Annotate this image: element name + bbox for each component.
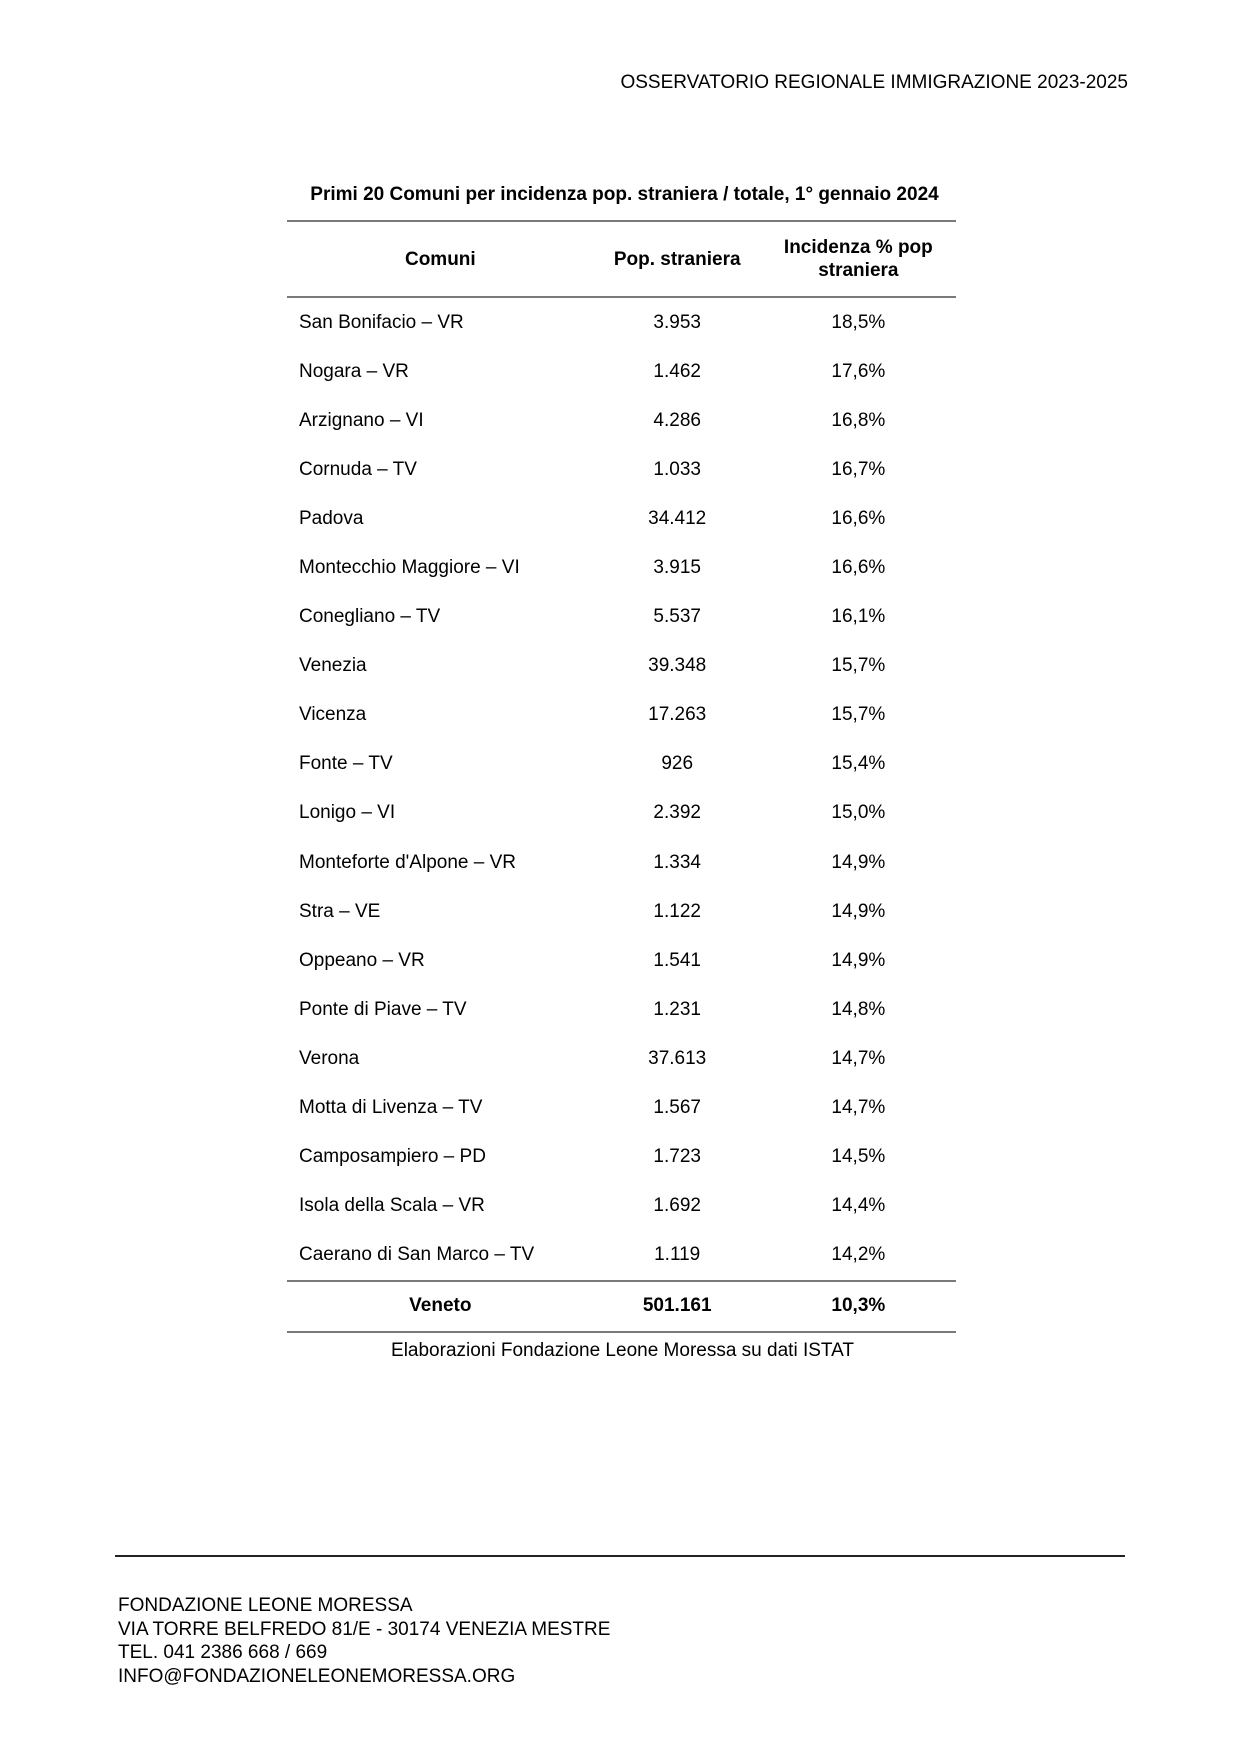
table-row (287, 1034, 956, 1083)
table-title (0, 184, 1241, 206)
footer-org-name: FONDAZIONE LEONE MORESSA (118, 1595, 413, 1616)
table-row (287, 936, 956, 985)
cell-pop: 4.286 (653, 409, 701, 431)
table-title-text: Primi 20 Comuni per incidenza pop. straniera / totale, 1° gennaio 2024 (310, 184, 939, 205)
cell-comune: Camposampiero – PD (299, 1146, 486, 1168)
cell-incidenza: 16,6% (831, 507, 886, 529)
cell-incidenza: 14,7% (831, 1047, 886, 1069)
foreign-population-table (287, 220, 956, 1333)
page-header-title: OSSERVATORIO REGIONALE IMMIGRAZIONE 2023-2025 (620, 72, 1128, 93)
column-header-pop-straniera: Pop. straniera (594, 221, 761, 297)
cell-incidenza: 14,5% (831, 1146, 886, 1168)
footer-contact (118, 1594, 610, 1688)
total-incidenza: 10,3% (761, 1281, 956, 1332)
cell-pop: 3.953 (653, 311, 701, 333)
cell-incidenza: 14,8% (831, 998, 886, 1020)
cell-incidenza: 14,9% (831, 900, 886, 922)
cell-incidenza: 16,6% (831, 557, 886, 579)
cell-comune: Monteforte d'Alpone – VR (299, 851, 516, 873)
cell-incidenza: 15,0% (831, 802, 886, 824)
cell-pop: 1.119 (654, 1244, 701, 1266)
cell-incidenza: 15,7% (831, 704, 886, 726)
cell-comune: Nogara – VR (299, 360, 409, 382)
cell-comune: Ponte di Piave – TV (299, 998, 467, 1020)
cell-pop: 1.567 (653, 1097, 701, 1119)
table-total-row (287, 1281, 956, 1332)
cell-comune: San Bonifacio – VR (299, 311, 464, 333)
cell-comune: Oppeano – VR (299, 949, 425, 971)
cell-pop: 1.462 (653, 360, 701, 382)
table-row (287, 985, 956, 1034)
cell-comune: Isola della Scala – VR (299, 1195, 485, 1217)
cell-comune: Caerano di San Marco – TV (299, 1244, 535, 1266)
cell-incidenza: 14,9% (831, 949, 886, 971)
cell-pop: 1.692 (653, 1195, 701, 1217)
table-row (287, 789, 956, 838)
footer-divider (115, 1555, 1125, 1557)
cell-pop: 37.613 (648, 1047, 707, 1069)
cell-pop: 17.263 (648, 704, 707, 726)
cell-pop: 5.537 (653, 606, 701, 628)
cell-incidenza: 15,7% (831, 655, 886, 677)
cell-comune: Conegliano – TV (299, 606, 441, 628)
table-row (287, 593, 956, 642)
cell-comune: Venezia (299, 655, 367, 677)
table-row (287, 691, 956, 740)
cell-pop: 926 (661, 753, 694, 775)
cell-incidenza: 16,8% (831, 409, 886, 431)
cell-pop: 1.122 (653, 900, 701, 922)
table-row (287, 396, 956, 445)
cell-incidenza: 14,2% (831, 1244, 886, 1266)
column-header-incidenza-line2: straniera (818, 260, 899, 281)
cell-incidenza: 16,1% (831, 606, 886, 628)
footer-email: INFO@FONDAZIONELEONEMORESSA.ORG (118, 1665, 516, 1687)
table-row (287, 1084, 956, 1133)
cell-pop: 39.348 (648, 655, 707, 677)
table-row (287, 297, 956, 347)
cell-pop: 3.915 (653, 557, 701, 579)
cell-comune: Lonigo – VI (299, 802, 396, 824)
cell-incidenza: 14,4% (831, 1195, 886, 1217)
cell-pop: 34.412 (648, 507, 707, 529)
cell-comune: Stra – VE (299, 900, 381, 922)
table-row (287, 887, 956, 936)
footer-phone: TEL. 041 2386 668 / 669 (118, 1642, 328, 1663)
cell-comune: Montecchio Maggiore – VI (299, 557, 520, 579)
table-header-row (287, 221, 956, 297)
cell-incidenza: 16,7% (831, 458, 886, 480)
cell-comune: Motta di Livenza – TV (299, 1097, 483, 1119)
table-row (287, 1133, 956, 1182)
cell-pop: 1.334 (653, 851, 701, 873)
total-label: Veneto (287, 1281, 594, 1332)
cell-comune: Padova (299, 507, 364, 529)
cell-comune: Verona (299, 1047, 360, 1069)
cell-comune: Cornuda – TV (299, 458, 417, 480)
table-row (287, 838, 956, 887)
table-row (287, 543, 956, 592)
cell-pop: 1.033 (653, 458, 701, 480)
table-source-note (0, 1340, 1241, 1362)
cell-comune: Fonte – TV (299, 753, 393, 775)
cell-incidenza: 17,6% (831, 360, 886, 382)
cell-incidenza: 15,4% (831, 753, 886, 775)
column-header-comuni: Comuni (287, 221, 594, 297)
cell-incidenza: 18,5% (831, 311, 886, 333)
table-row (287, 642, 956, 691)
cell-incidenza: 14,7% (831, 1097, 886, 1119)
cell-pop: 2.392 (653, 802, 701, 824)
table-row (287, 347, 956, 396)
footer-address: VIA TORRE BELFREDO 81/E - 30174 VENEZIA MESTRE (118, 1618, 611, 1640)
cell-incidenza: 14,9% (831, 851, 886, 873)
table-row (287, 1182, 956, 1231)
table-row (287, 445, 956, 494)
table-row (287, 494, 956, 543)
cell-comune: Vicenza (299, 704, 367, 726)
table-source-text: Elaborazioni Fondazione Leone Moressa su dati ISTAT (391, 1340, 854, 1361)
cell-pop: 1.231 (653, 998, 701, 1020)
total-pop: 501.161 (594, 1281, 761, 1332)
table-row (287, 1231, 956, 1281)
cell-comune: Arzignano – VI (299, 409, 424, 431)
column-header-incidenza-line1: Incidenza % pop (783, 237, 933, 258)
cell-pop: 1.723 (653, 1146, 701, 1168)
cell-pop: 1.541 (653, 949, 701, 971)
column-header-incidenza (761, 221, 956, 297)
table-row (287, 740, 956, 789)
